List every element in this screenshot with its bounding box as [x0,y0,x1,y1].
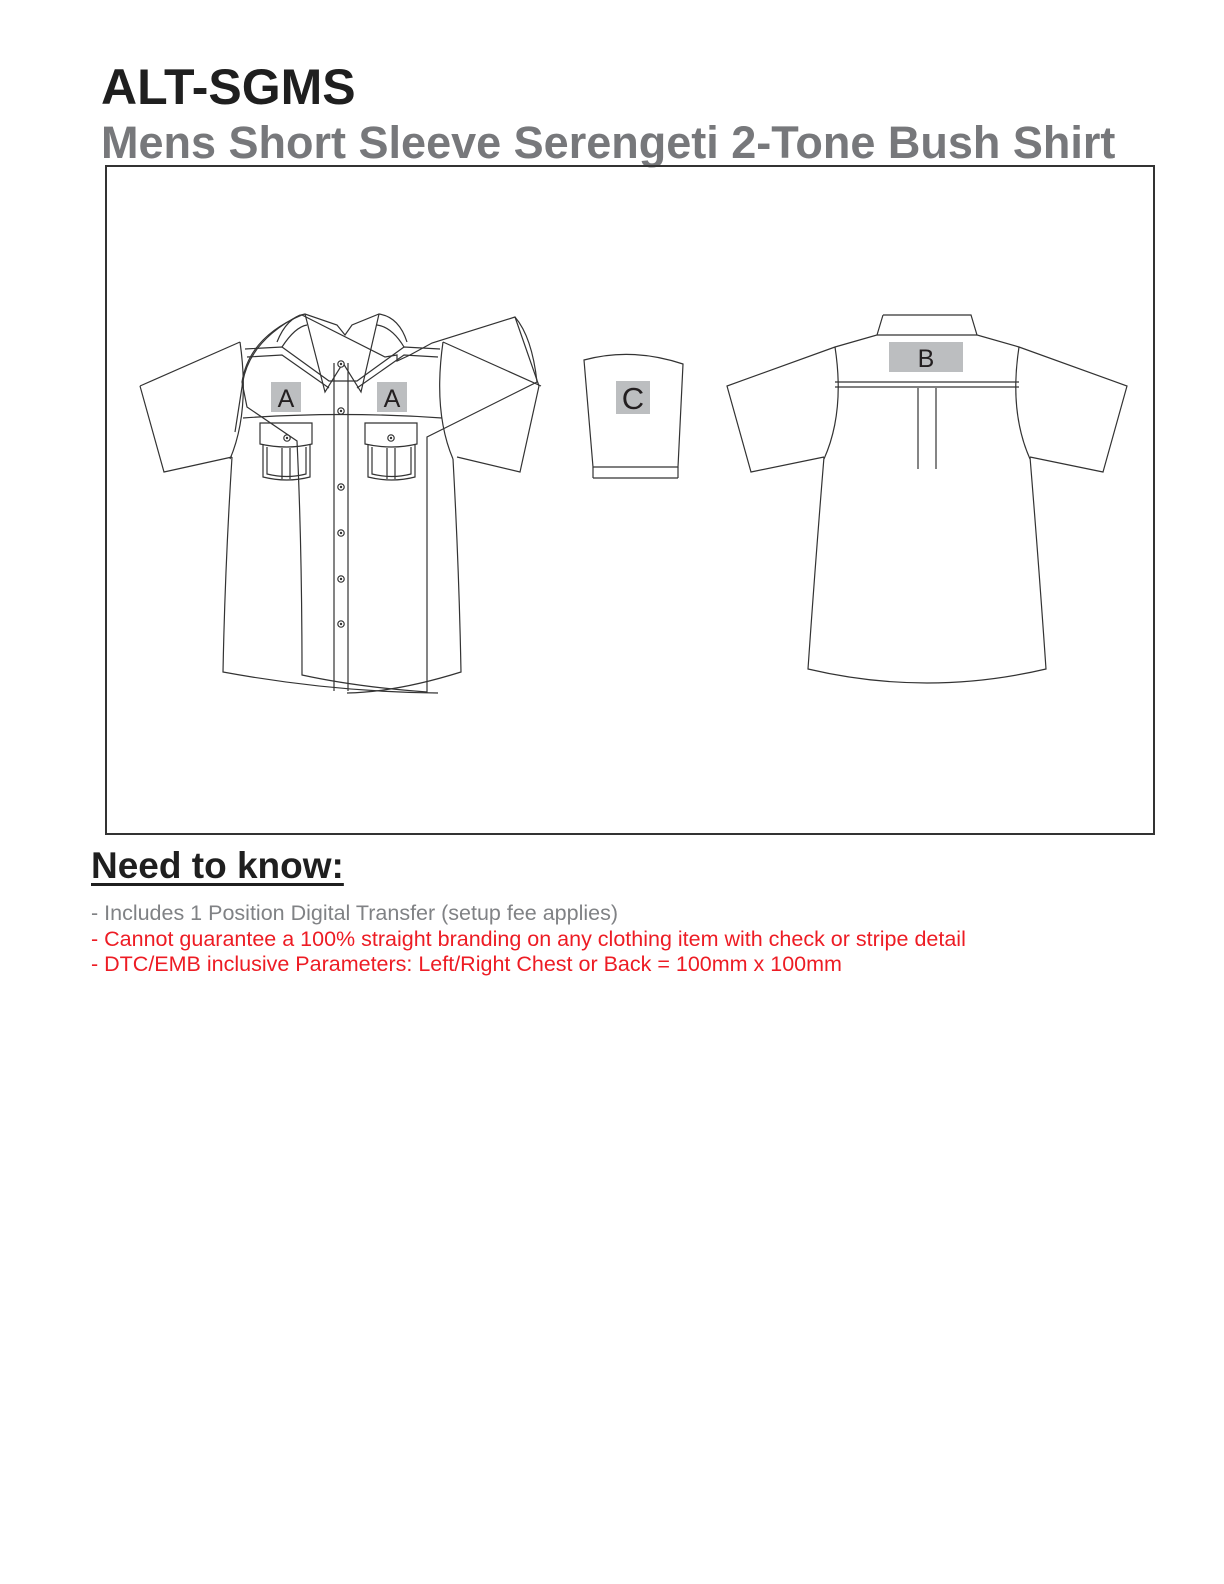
product-code: ALT-SGMS [101,59,356,115]
position-tag-b-label: B [917,345,935,373]
position-tag-a-left-label: A [277,385,295,413]
product-name: Mens Short Sleeve Serengeti 2-Tone Bush Shirt [101,117,1116,168]
position-tag-a-right-label: A [383,385,401,413]
garment-diagram-frame [105,165,1155,835]
note-dtc-emb-parameters: - DTC/EMB inclusive Parameters: Left/Right Chest or Back = 100mm x 100mm [91,952,842,976]
note-digital-transfer: - Includes 1 Position Digital Transfer (setup fee applies) [91,901,619,925]
shirt-front-view [140,314,541,693]
need-to-know-heading: Need to know: [91,845,344,886]
position-tag-c-label: C [621,381,645,416]
position-tag-a-left [271,382,301,413]
position-tag-b [889,342,963,373]
position-tag-c [616,381,650,416]
need-to-know-notes [91,901,966,978]
garment-diagram [107,167,1157,837]
sleeve-view [584,354,683,478]
position-tag-a-right [377,382,407,413]
note-straight-branding: - Cannot guarantee a 100% straight branding on any clothing item with check or stripe detail [91,926,966,951]
